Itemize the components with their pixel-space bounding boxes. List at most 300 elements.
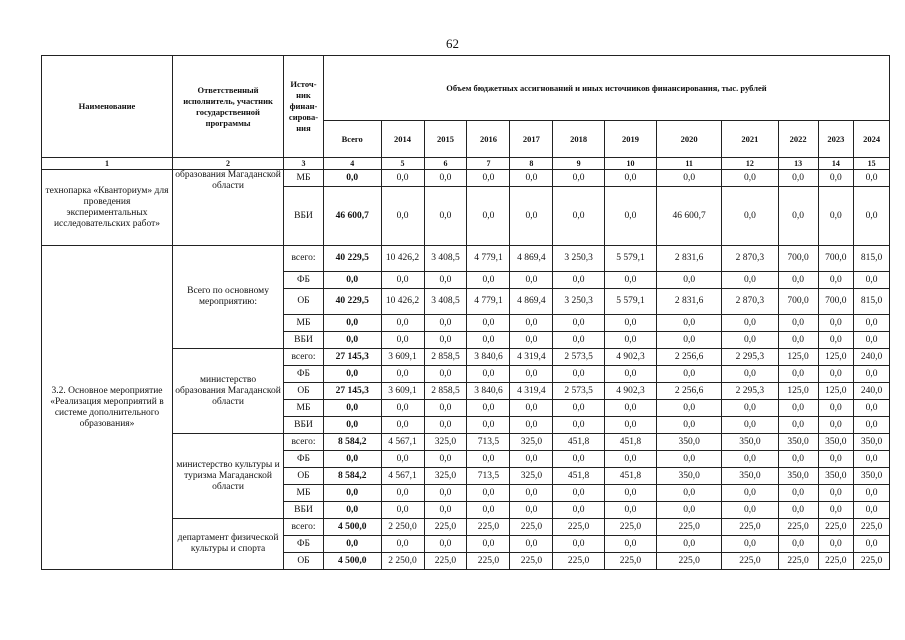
- year-value: 0,0: [722, 272, 779, 289]
- header-year: 2021: [722, 121, 779, 158]
- total-value: 0,0: [323, 536, 381, 553]
- source-label: ФБ: [284, 366, 324, 383]
- source-label: всего:: [284, 434, 324, 451]
- year-value: 0,0: [424, 502, 467, 519]
- column-number: 7: [467, 158, 510, 170]
- year-value: 10 426,2: [381, 289, 424, 315]
- year-value: 0,0: [510, 315, 553, 332]
- year-value: 0,0: [657, 272, 722, 289]
- year-value: 225,0: [467, 553, 510, 570]
- year-value: 2 295,3: [722, 383, 779, 400]
- year-value: 0,0: [778, 170, 818, 187]
- source-label: ВБИ: [284, 502, 324, 519]
- source-label: ОБ: [284, 383, 324, 400]
- year-value: 225,0: [657, 519, 722, 536]
- column-number: 6: [424, 158, 467, 170]
- source-label: ОБ: [284, 468, 324, 485]
- source-label: всего:: [284, 519, 324, 536]
- year-value: 0,0: [722, 170, 779, 187]
- year-value: 0,0: [424, 417, 467, 434]
- year-value: 350,0: [854, 434, 890, 451]
- year-value: 0,0: [424, 170, 467, 187]
- year-value: 225,0: [553, 519, 604, 536]
- total-value: 4 500,0: [323, 553, 381, 570]
- responsible-executor: департамент физической культуры и спорта: [173, 519, 284, 570]
- column-number: 12: [722, 158, 779, 170]
- year-value: 225,0: [424, 553, 467, 570]
- year-value: 4 319,4: [510, 349, 553, 366]
- year-value: 0,0: [854, 170, 890, 187]
- header-source: Источ-ник финан-сирова-ния: [284, 56, 324, 158]
- year-value: 0,0: [467, 332, 510, 349]
- year-value: 0,0: [553, 187, 604, 246]
- source-label: ВБИ: [284, 187, 324, 246]
- year-value: 0,0: [854, 332, 890, 349]
- year-value: 2 831,6: [657, 289, 722, 315]
- header-year: 2022: [778, 121, 818, 158]
- year-value: 0,0: [467, 170, 510, 187]
- column-number: 1: [42, 158, 173, 170]
- year-value: 225,0: [510, 553, 553, 570]
- year-value: 225,0: [722, 519, 779, 536]
- header-year: 2017: [510, 121, 553, 158]
- year-value: 0,0: [381, 451, 424, 468]
- year-value: 0,0: [467, 187, 510, 246]
- year-value: 0,0: [818, 502, 854, 519]
- measure-name: 3.2. Основное мероприятие «Реализация мероприятий в системе дополнительного образования»: [42, 246, 173, 570]
- year-value: 0,0: [722, 502, 779, 519]
- total-value: 0,0: [323, 485, 381, 502]
- year-value: 0,0: [604, 315, 656, 332]
- year-value: 4 869,4: [510, 289, 553, 315]
- year-value: 0,0: [604, 536, 656, 553]
- year-value: 0,0: [510, 272, 553, 289]
- total-value: 0,0: [323, 170, 381, 187]
- year-value: 0,0: [604, 400, 656, 417]
- year-value: 0,0: [778, 502, 818, 519]
- year-value: 815,0: [854, 289, 890, 315]
- year-value: 451,8: [604, 434, 656, 451]
- year-value: 2 250,0: [381, 553, 424, 570]
- year-value: 0,0: [722, 332, 779, 349]
- year-value: 0,0: [778, 272, 818, 289]
- header-year: 2015: [424, 121, 467, 158]
- header-year: 2016: [467, 121, 510, 158]
- source-label: МБ: [284, 400, 324, 417]
- year-value: 0,0: [818, 366, 854, 383]
- total-value: 46 600,7: [323, 187, 381, 246]
- table-row: [42, 170, 890, 187]
- column-number: 15: [854, 158, 890, 170]
- total-value: 0,0: [323, 502, 381, 519]
- year-value: 350,0: [722, 468, 779, 485]
- year-value: 0,0: [722, 315, 779, 332]
- year-value: 2 256,6: [657, 349, 722, 366]
- year-value: 0,0: [778, 485, 818, 502]
- year-value: 0,0: [854, 272, 890, 289]
- year-value: 0,0: [381, 502, 424, 519]
- year-value: 225,0: [657, 553, 722, 570]
- year-value: 5 579,1: [604, 289, 656, 315]
- year-value: 0,0: [778, 400, 818, 417]
- year-value: 2 870,3: [722, 246, 779, 272]
- year-value: 225,0: [818, 519, 854, 536]
- column-number: 14: [818, 158, 854, 170]
- year-value: 0,0: [553, 332, 604, 349]
- total-value: 27 145,3: [323, 349, 381, 366]
- year-value: 0,0: [381, 315, 424, 332]
- year-value: 125,0: [818, 349, 854, 366]
- year-value: 0,0: [778, 315, 818, 332]
- total-value: 8 584,2: [323, 468, 381, 485]
- year-value: 0,0: [778, 332, 818, 349]
- year-value: 225,0: [467, 519, 510, 536]
- year-value: 0,0: [424, 332, 467, 349]
- source-label: ВБИ: [284, 332, 324, 349]
- year-value: 0,0: [553, 417, 604, 434]
- year-value: 225,0: [854, 553, 890, 570]
- year-value: 700,0: [818, 289, 854, 315]
- year-value: 0,0: [657, 417, 722, 434]
- year-value: 0,0: [657, 170, 722, 187]
- total-value: 4 500,0: [323, 519, 381, 536]
- source-label: ФБ: [284, 272, 324, 289]
- total-value: 40 229,5: [323, 246, 381, 272]
- year-value: 0,0: [604, 485, 656, 502]
- year-value: 0,0: [854, 502, 890, 519]
- source-label: ОБ: [284, 553, 324, 570]
- year-value: 0,0: [553, 366, 604, 383]
- source-label: ВБИ: [284, 417, 324, 434]
- year-value: 350,0: [818, 468, 854, 485]
- year-value: 4 319,4: [510, 383, 553, 400]
- year-value: 350,0: [722, 434, 779, 451]
- year-value: 350,0: [657, 468, 722, 485]
- column-number: 3: [284, 158, 324, 170]
- year-value: 3 250,3: [553, 289, 604, 315]
- year-value: 2 858,5: [424, 383, 467, 400]
- budget-table: [41, 55, 890, 570]
- year-value: 0,0: [381, 187, 424, 246]
- year-value: 0,0: [818, 187, 854, 246]
- year-value: 0,0: [553, 502, 604, 519]
- year-value: 0,0: [510, 366, 553, 383]
- year-value: 0,0: [467, 417, 510, 434]
- year-value: 0,0: [424, 366, 467, 383]
- year-value: 0,0: [778, 536, 818, 553]
- year-value: 0,0: [381, 536, 424, 553]
- year-value: 0,0: [722, 536, 779, 553]
- year-value: 0,0: [381, 272, 424, 289]
- year-value: 0,0: [657, 485, 722, 502]
- year-value: 0,0: [854, 366, 890, 383]
- year-value: 0,0: [604, 332, 656, 349]
- source-label: ФБ: [284, 451, 324, 468]
- year-value: 713,5: [467, 468, 510, 485]
- header-name: Наименование: [42, 56, 173, 158]
- source-label: ОБ: [284, 289, 324, 315]
- year-value: 0,0: [510, 400, 553, 417]
- year-value: 325,0: [424, 468, 467, 485]
- year-value: 350,0: [818, 434, 854, 451]
- year-value: 0,0: [510, 170, 553, 187]
- year-value: 350,0: [778, 468, 818, 485]
- year-value: 225,0: [778, 553, 818, 570]
- year-value: 0,0: [778, 451, 818, 468]
- year-value: 350,0: [778, 434, 818, 451]
- year-value: 0,0: [818, 400, 854, 417]
- year-value: 0,0: [510, 332, 553, 349]
- year-value: 0,0: [424, 400, 467, 417]
- year-value: 0,0: [381, 170, 424, 187]
- year-value: 0,0: [553, 400, 604, 417]
- year-value: 225,0: [778, 519, 818, 536]
- year-value: 0,0: [467, 485, 510, 502]
- year-value: 0,0: [854, 417, 890, 434]
- source-label: МБ: [284, 315, 324, 332]
- year-value: 225,0: [510, 519, 553, 536]
- total-value: 0,0: [323, 315, 381, 332]
- total-value: 0,0: [323, 366, 381, 383]
- total-value: 0,0: [323, 451, 381, 468]
- year-value: 700,0: [778, 246, 818, 272]
- year-value: 0,0: [424, 536, 467, 553]
- year-value: 0,0: [722, 400, 779, 417]
- year-value: 3 408,5: [424, 246, 467, 272]
- year-value: 2 573,5: [553, 383, 604, 400]
- year-value: 0,0: [818, 272, 854, 289]
- year-value: 0,0: [424, 451, 467, 468]
- year-value: 0,0: [553, 485, 604, 502]
- year-value: 0,0: [854, 315, 890, 332]
- column-number-row: [42, 158, 890, 170]
- year-value: 0,0: [657, 536, 722, 553]
- year-value: 451,8: [604, 468, 656, 485]
- year-value: 0,0: [381, 366, 424, 383]
- year-value: 700,0: [818, 246, 854, 272]
- year-value: 125,0: [778, 383, 818, 400]
- column-number: 9: [553, 158, 604, 170]
- total-value: 8 584,2: [323, 434, 381, 451]
- year-value: 0,0: [854, 536, 890, 553]
- table-row: [42, 246, 890, 272]
- year-value: 0,0: [467, 400, 510, 417]
- column-number: 5: [381, 158, 424, 170]
- year-value: 0,0: [424, 485, 467, 502]
- year-value: 0,0: [604, 187, 656, 246]
- year-value: 0,0: [657, 366, 722, 383]
- year-value: 0,0: [722, 366, 779, 383]
- year-value: 0,0: [604, 417, 656, 434]
- year-value: 2 250,0: [381, 519, 424, 536]
- year-value: 0,0: [657, 315, 722, 332]
- source-label: всего:: [284, 349, 324, 366]
- responsible-executor: образования Магаданской области: [173, 170, 284, 246]
- header-total: Всего: [323, 121, 381, 158]
- year-value: 225,0: [818, 553, 854, 570]
- year-value: 0,0: [854, 187, 890, 246]
- year-value: 0,0: [854, 400, 890, 417]
- year-value: 225,0: [722, 553, 779, 570]
- year-value: 225,0: [424, 519, 467, 536]
- year-value: 0,0: [818, 536, 854, 553]
- header-year: 2014: [381, 121, 424, 158]
- header-year: 2019: [604, 121, 656, 158]
- year-value: 225,0: [604, 553, 656, 570]
- year-value: 4 902,3: [604, 349, 656, 366]
- responsible-executor: министерство культуры и туризма Магаданской области: [173, 434, 284, 519]
- year-value: 0,0: [722, 451, 779, 468]
- year-value: 0,0: [657, 502, 722, 519]
- year-value: 350,0: [657, 434, 722, 451]
- total-value: 0,0: [323, 272, 381, 289]
- source-label: МБ: [284, 485, 324, 502]
- header-funding: Объем бюджетных ассигнований и иных источников финансирования, тыс. рублей: [323, 56, 889, 121]
- year-value: 325,0: [510, 434, 553, 451]
- column-number: 13: [778, 158, 818, 170]
- year-value: 0,0: [467, 315, 510, 332]
- year-value: 3 250,3: [553, 246, 604, 272]
- total-value: 40 229,5: [323, 289, 381, 315]
- year-value: 0,0: [854, 485, 890, 502]
- year-value: 0,0: [424, 187, 467, 246]
- year-value: 0,0: [553, 536, 604, 553]
- year-value: 815,0: [854, 246, 890, 272]
- year-value: 0,0: [657, 400, 722, 417]
- year-value: 0,0: [424, 272, 467, 289]
- total-value: 0,0: [323, 332, 381, 349]
- year-value: 3 609,1: [381, 349, 424, 366]
- year-value: 0,0: [381, 400, 424, 417]
- year-value: 700,0: [778, 289, 818, 315]
- year-value: 3 609,1: [381, 383, 424, 400]
- year-value: 0,0: [510, 451, 553, 468]
- responsible-executor: Всего по основному мероприятию:: [173, 246, 284, 349]
- year-value: 3 408,5: [424, 289, 467, 315]
- header-year: 2024: [854, 121, 890, 158]
- year-value: 225,0: [604, 519, 656, 536]
- year-value: 4 902,3: [604, 383, 656, 400]
- year-value: 0,0: [553, 170, 604, 187]
- year-value: 0,0: [467, 272, 510, 289]
- year-value: 0,0: [722, 187, 779, 246]
- year-value: 0,0: [510, 417, 553, 434]
- year-value: 4 567,1: [381, 468, 424, 485]
- year-value: 0,0: [818, 417, 854, 434]
- year-value: 10 426,2: [381, 246, 424, 272]
- year-value: 0,0: [818, 332, 854, 349]
- year-value: 0,0: [424, 315, 467, 332]
- source-label: всего:: [284, 246, 324, 272]
- year-value: 0,0: [657, 451, 722, 468]
- year-value: 0,0: [510, 502, 553, 519]
- year-value: 4 779,1: [467, 289, 510, 315]
- column-number: 10: [604, 158, 656, 170]
- year-value: 125,0: [818, 383, 854, 400]
- source-label: МБ: [284, 170, 324, 187]
- year-value: 0,0: [381, 332, 424, 349]
- year-value: 0,0: [553, 272, 604, 289]
- year-value: 0,0: [467, 366, 510, 383]
- header-responsible: Ответственный исполнитель, участник государственной программы: [173, 56, 284, 158]
- year-value: 5 579,1: [604, 246, 656, 272]
- header-year: 2023: [818, 121, 854, 158]
- year-value: 0,0: [722, 417, 779, 434]
- year-value: 0,0: [467, 536, 510, 553]
- column-number: 11: [657, 158, 722, 170]
- year-value: 0,0: [604, 366, 656, 383]
- year-value: 2 573,5: [553, 349, 604, 366]
- year-value: 2 870,3: [722, 289, 779, 315]
- year-value: 0,0: [604, 502, 656, 519]
- year-value: 0,0: [553, 451, 604, 468]
- year-value: 46 600,7: [657, 187, 722, 246]
- year-value: 2 295,3: [722, 349, 779, 366]
- year-value: 240,0: [854, 383, 890, 400]
- total-value: 27 145,3: [323, 383, 381, 400]
- year-value: 0,0: [553, 315, 604, 332]
- year-value: 0,0: [778, 366, 818, 383]
- total-value: 0,0: [323, 417, 381, 434]
- year-value: 2 831,6: [657, 246, 722, 272]
- column-number: 4: [323, 158, 381, 170]
- year-value: 225,0: [854, 519, 890, 536]
- year-value: 2 858,5: [424, 349, 467, 366]
- year-value: 0,0: [778, 187, 818, 246]
- year-value: 451,8: [553, 434, 604, 451]
- year-value: 350,0: [854, 468, 890, 485]
- year-value: 0,0: [381, 485, 424, 502]
- year-value: 0,0: [604, 451, 656, 468]
- year-value: 125,0: [778, 349, 818, 366]
- year-value: 0,0: [510, 536, 553, 553]
- page-number: 62: [446, 36, 459, 51]
- year-value: 0,0: [510, 485, 553, 502]
- year-value: 0,0: [818, 315, 854, 332]
- year-value: 325,0: [424, 434, 467, 451]
- header-year: 2018: [553, 121, 604, 158]
- year-value: 240,0: [854, 349, 890, 366]
- year-value: 4 567,1: [381, 434, 424, 451]
- year-value: 4 779,1: [467, 246, 510, 272]
- year-value: 3 840,6: [467, 349, 510, 366]
- source-label: ФБ: [284, 536, 324, 553]
- year-value: 325,0: [510, 468, 553, 485]
- year-value: 0,0: [818, 485, 854, 502]
- year-value: 0,0: [722, 485, 779, 502]
- year-value: 0,0: [778, 417, 818, 434]
- year-value: 225,0: [553, 553, 604, 570]
- year-value: 0,0: [510, 187, 553, 246]
- year-value: 0,0: [467, 502, 510, 519]
- header-year: 2020: [657, 121, 722, 158]
- year-value: 451,8: [553, 468, 604, 485]
- column-number: 2: [173, 158, 284, 170]
- year-value: 0,0: [604, 170, 656, 187]
- year-value: 3 840,6: [467, 383, 510, 400]
- year-value: 0,0: [381, 417, 424, 434]
- year-value: 0,0: [467, 451, 510, 468]
- year-value: 2 256,6: [657, 383, 722, 400]
- total-value: 0,0: [323, 400, 381, 417]
- responsible-executor: министерство образования Магаданской области: [173, 349, 284, 434]
- year-value: 0,0: [604, 272, 656, 289]
- year-value: 4 869,4: [510, 246, 553, 272]
- year-value: 713,5: [467, 434, 510, 451]
- year-value: 0,0: [854, 451, 890, 468]
- year-value: 0,0: [818, 170, 854, 187]
- measure-name: технопарка «Кванториум» для проведения экспериментальных исследовательских работ»: [42, 170, 173, 246]
